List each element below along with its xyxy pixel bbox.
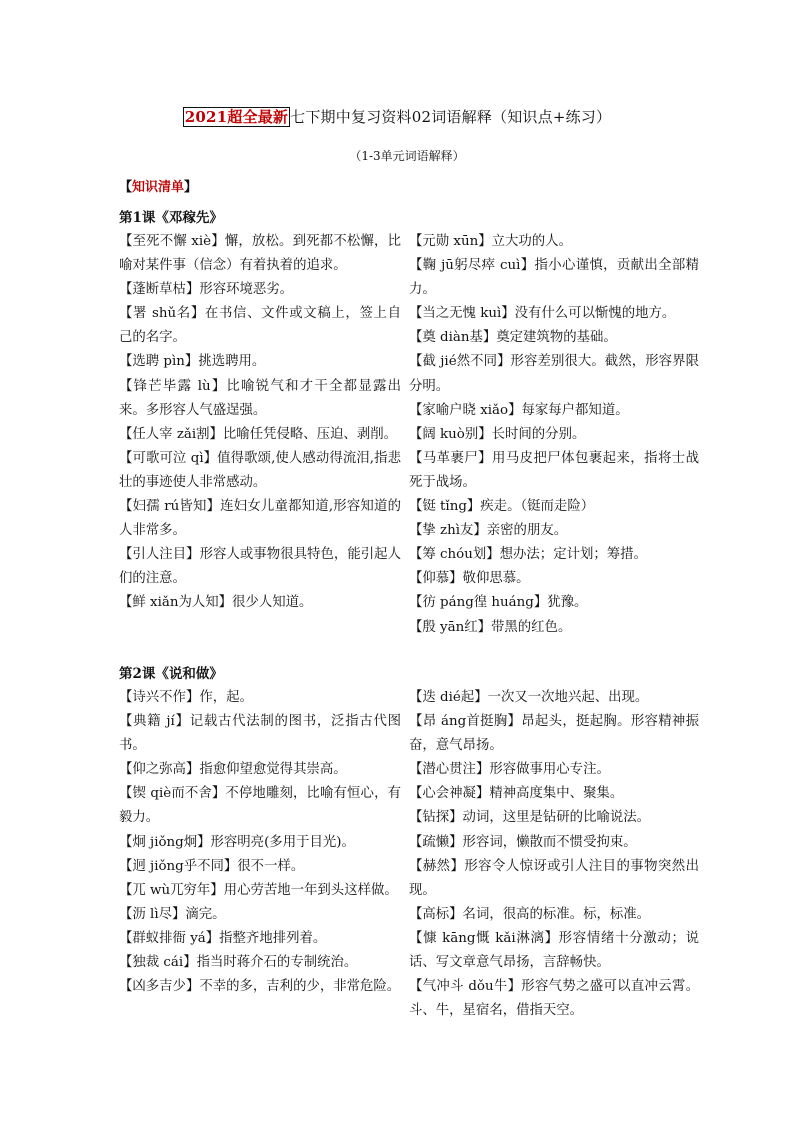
- vocab-entry: 【沥 lì尽】滴完。: [119, 906, 226, 922]
- vocab-entry: 【马革裹尸】用马皮把尸体包裹起来，指将士战死于战场。: [409, 450, 699, 490]
- vocab-entry: 【迭 dié起】一次又一次地兴起、出现。: [409, 690, 649, 705]
- vocab-entry: 【彷 páng徨 huáng】犹豫。: [409, 595, 588, 611]
- vocab-entry: 【截 jié然不同】形容差别很大。截然，形容界限分明。: [409, 354, 699, 394]
- vocab-entry: 【引人注目】形容人或事物很具特色，能引起人们的注意。: [119, 547, 401, 587]
- title-text: 七下期中复习资料02词语解释（知识点+练习）: [290, 108, 612, 126]
- page-subtitle: （1-3单元词语解释）: [349, 149, 465, 163]
- vocab-entry: 【元勋 xūn】立大功的人。: [409, 234, 572, 249]
- lesson-1-right-column: [409, 230, 699, 640]
- vocab-entry: 【气冲斗 dǒu牛】形容气势之盛可以直冲云霄。斗、牛，星宿名，借指天空。: [409, 979, 699, 1019]
- vocab-entry: 【仰之弥高】指愈仰望愈觉得其崇高。: [119, 762, 347, 778]
- vocab-entry: 【阔 kuò别】长时间的分别。: [409, 426, 586, 442]
- title-highlight: 2021超全最新: [184, 108, 289, 126]
- vocab-entry: 【兀 wù兀穷年】用心劳苦地一年到头这样做。: [119, 882, 398, 898]
- vocab-entry: 【奠 diàn基】奠定建筑物的基础。: [409, 330, 617, 346]
- vocab-entry: 【慷 kāng慨 kǎi淋漓】形容情绪十分激动；说话、写文章意气昂扬，言辞畅快。: [409, 930, 699, 971]
- vocab-entry: 【筹 chóu划】想办法；定计划；筹措。: [409, 547, 647, 563]
- vocab-entry: 【任人宰 zǎi割】比喻任凭侵略、压迫、剥削。: [119, 426, 397, 442]
- vocab-entry: 【高标】名词，很高的标准。标，标准。: [409, 906, 651, 922]
- vocab-entry: 【赫然】形容令人惊讶或引人注目的事物突然出现。: [409, 858, 699, 898]
- vocab-entry: 【钻探】动词，这里是钻研的比喻说法。: [409, 810, 651, 826]
- vocab-entry: 【殷 yān红】带黑的红色。: [409, 619, 572, 635]
- vocab-entry: 【鞠 jū躬尽瘁 cuì】指小心谨慎，贡献出全部精力。: [409, 258, 699, 298]
- lesson-2-left-column: [119, 686, 401, 999]
- lesson-1-left-column: [119, 230, 401, 616]
- vocab-entry: 【妇孺 rú皆知】连妇女儿童都知道,形容知道的人非常多。: [119, 499, 401, 539]
- lesson-2-right-column: [409, 686, 699, 1023]
- vocab-entry: 【凶多吉少】不幸的多，吉利的少，非常危险。: [119, 979, 401, 995]
- vocab-entry: 【潜心贯注】形容做事用心专注。: [409, 762, 610, 778]
- vocab-entry: 【昂 áng首挺胸】昂起头，挺起胸。形容精神振奋，意气昂扬。: [409, 714, 699, 754]
- vocab-entry: 【挚 zhì友】亲密的朋友。: [409, 523, 568, 539]
- vocab-entry: 【心会神凝】精神高度集中、聚集。: [409, 786, 624, 802]
- section-label-text: 知识清单: [132, 180, 185, 195]
- vocab-entry: 【署 shǔ名】在书信、文件或文稿上，签上自己的名字。: [119, 306, 401, 346]
- vocab-entry: 【迥 jiǒng乎不同】很不一样。: [119, 858, 305, 874]
- vocab-entry: 【群蚁排衙 yá】指整齐地排列着。: [119, 930, 327, 946]
- vocab-entry: 【独裁 cái】指当时蒋介石的专制统治。: [119, 955, 358, 971]
- vocab-entry: 【至死不懈 xiè】懈，放松。到死都不松懈，比喻对某件事（信念）有着执着的追求。: [119, 234, 401, 274]
- vocab-entry: 【炯 jiǒng炯】形容明亮(多用于目光)。: [119, 834, 355, 850]
- page-title: [0, 107, 794, 127]
- vocab-entry: 【鲜 xiǎn为人知】很少人知道。: [119, 595, 313, 611]
- vocab-entry: 【铤 tǐng】疾走。（铤而走险）: [409, 499, 595, 515]
- section-label: 【知识清单】: [119, 180, 198, 195]
- vocab-entry: 【蓬断草枯】形容环境恶劣。: [119, 282, 294, 298]
- vocab-entry: 【仰慕】敬仰思慕。: [409, 571, 530, 587]
- vocab-entry: 【选聘 pìn】挑选聘用。: [119, 354, 266, 370]
- vocab-entry: 【可歌可泣 qì】值得歌颂,使人感动得流泪,指悲壮的事迹使人非常感动。: [119, 450, 401, 490]
- vocab-entry: 【锋芒毕露 lù】比喻锐气和才干全都显露出来。多形容人气盛逞强。: [119, 378, 401, 418]
- vocab-entry: 【当之无愧 kuì】没有什么可以惭愧的地方。: [409, 306, 676, 322]
- vocab-entry: 【家喻户晓 xiǎo】每家每户都知道。: [409, 402, 629, 418]
- lesson-2-heading: 第2课《说和做》: [119, 666, 223, 682]
- vocab-entry: 【诗兴不作】作，起。: [119, 690, 253, 705]
- vocab-entry: 【锲 qiè而不舍】不停地雕刻，比喻有恒心，有毅力。: [119, 786, 401, 826]
- vocab-entry: 【典籍 jí】记载古代法制的图书，泛指古代图书。: [119, 714, 401, 754]
- lesson-1-heading: 第1课《邓稼先》: [119, 210, 223, 226]
- vocab-entry: 【疏懒】形容词，懒散而不惯受拘束。: [409, 834, 637, 850]
